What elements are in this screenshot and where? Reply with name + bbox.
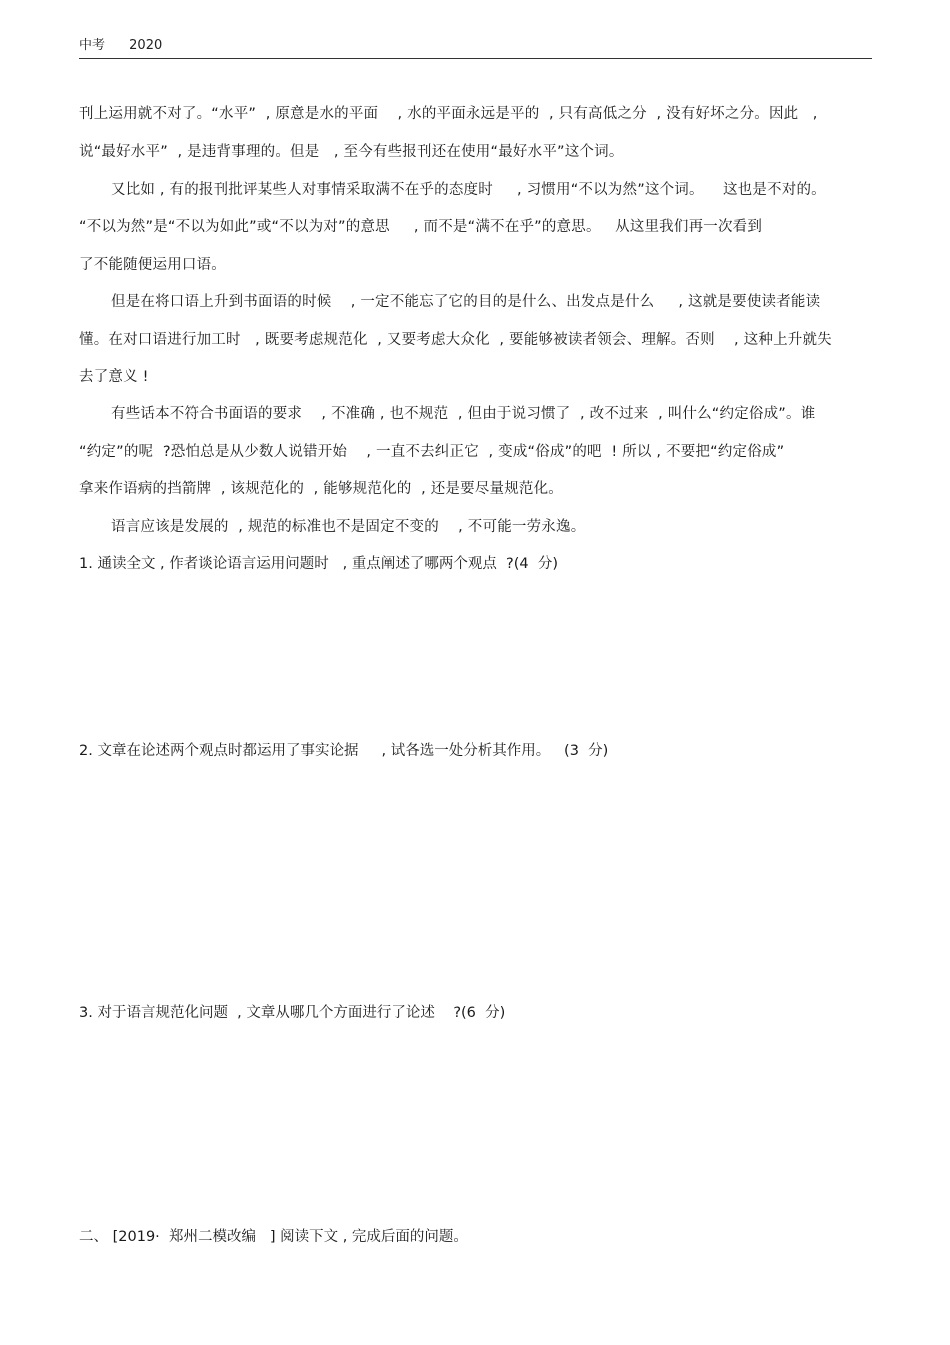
passage-line: 去了意义 ! [79, 369, 149, 385]
passage-line: 拿来作语病的挡箭牌 , 该规范化的 , 能够规范化的 , 还是要尽量规范化。 [79, 481, 564, 497]
passage-line: 有些话本不符合书面语的要求 , 不准确 , 也不规范 , 但由于说习惯了 , 改不过来 , 叫什么“约定俗成”。谁 [111, 406, 816, 422]
header-year: 2020 [129, 38, 163, 53]
question-1: 1. 通读全文 , 作者谈论语言运用问题时 , 重点阐述了哪两个观点 ?(4 分) [79, 556, 558, 572]
header-divider [79, 58, 872, 59]
passage-line: 语言应该是发展的 , 规范的标准也不是固定不变的 , 不可能一劳永逸。 [111, 519, 586, 535]
passage-line: 又比如 , 有的报刊批评某些人对事情采取满不在乎的态度时 , 习惯用“不以为然”这个词。 这也是不对的。 [111, 182, 826, 198]
passage-line: 说“最好水平” , 是违背事理的。但是 , 至今有些报刊还在使用“最好水平”这个词。 [79, 144, 624, 160]
passage-line: “不以为然”是“不以为如此”或“不以为对”的意思 , 而不是“满不在乎”的意思。 从这里我们再一次看到 [79, 219, 763, 235]
page-header [79, 36, 871, 58]
passage-line: 了不能随便运用口语。 [79, 257, 226, 273]
passage-line: 懂。在对口语进行加工时 , 既要考虑规范化 , 又要考虑大众化 , 要能够被读者领会、理解。否则 , 这种上升就失 [79, 332, 832, 348]
passage-line: “约定”的呢 ?恐怕总是从少数人说错开始 , 一直不去纠正它 , 变成“俗成”的吧 ! 所以 , 不要把“约定俗成” [79, 444, 785, 460]
header-exam-label: 中考 [79, 38, 106, 53]
passage-line: 刊上运用就不对了。“水平” , 原意是水的平面 , 水的平面永远是平的 , 只有高低之分 , 没有好坏之分。因此 , [79, 106, 818, 122]
question-3: 3. 对于语言规范化问题 , 文章从哪几个方面进行了论述 ?(6 分) [79, 1005, 506, 1021]
passage-line: 但是在将口语上升到书面语的时候 , 一定不能忘了它的目的是什么、出发点是什么 , 这就是要使读者能读 [111, 294, 821, 310]
section-heading: 二、 [2019· 郑州二模改编 ] 阅读下文 , 完成后面的问题。 [79, 1229, 468, 1245]
question-2: 2. 文章在论述两个观点时都运用了事实论据 , 试各选一处分析其作用。 (3 分) [79, 743, 609, 759]
